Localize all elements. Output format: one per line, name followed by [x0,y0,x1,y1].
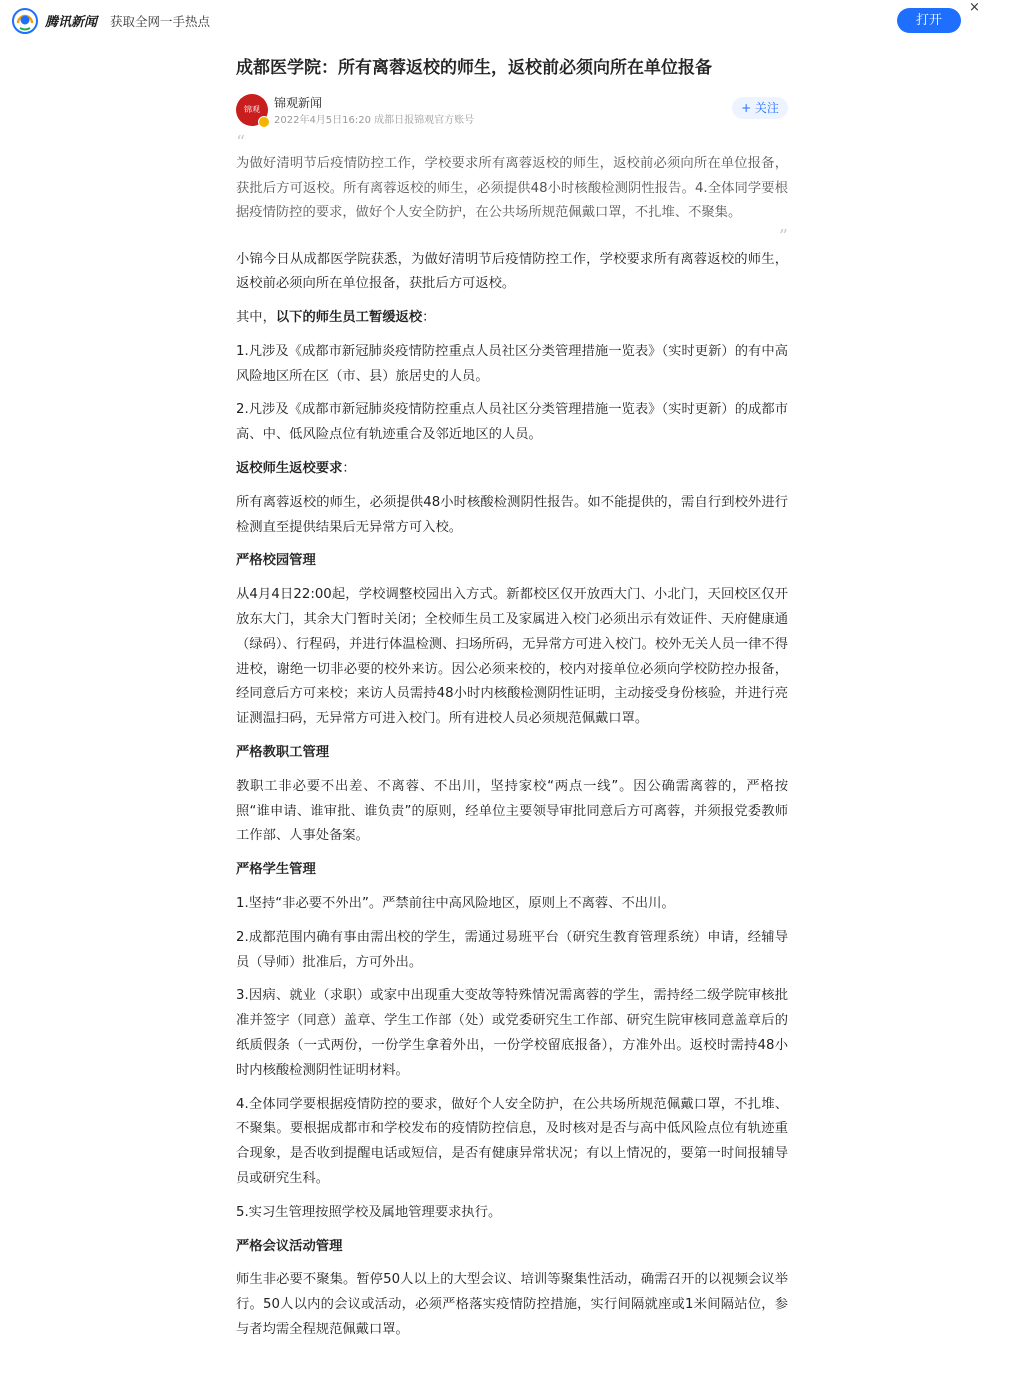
staff-heading: 严格教职工管理 [236,745,330,761]
meetings-heading: 严格会议活动管理 [236,1238,343,1254]
author-name[interactable]: 锦观新闻 [274,96,323,110]
suspend-suffix: ： [422,310,436,326]
student-item: 2.成都范围内确有事由需出校的学生，需通过易班平台（研究生教育管理系统）申请，经辅导员（导师）批准后，方可外出。 [236,929,788,970]
tencent-news-logo-icon [12,8,38,34]
campus-text: 从4月4日22:00起，学校调整校园出入方式。新都校区仅开放西大门、小北门，天回校区仅开放东大门，其余大门暂时关闭；全校师生员工及家属进入校门必须出示有效证件、天府健康通（绿码）、行程码，并进行体温检测、扫场所码，无异常方可进入校门。校外无关人员一律不得进校，谢绝一切非必要的校外来访。因公必须来校的，校内对接单位必须向学校防控办报备，经同意后方可来校；来访人员需持48小时内核酸检测阴性证明，主动接受身份核验，并进行亮证测温扫码，无异常方可进入校门。所有进校人员必须规范佩戴口罩。 [236,587,788,727]
suspend-bold: 以下的师生员工暂缓返校 [275,310,423,326]
follow-button[interactable]: + 关注 [732,97,788,119]
author-bar [236,94,788,130]
return-heading-bold: 返校师生返校要求 [236,461,343,477]
article-title: 成都医学院：所有离蓉返校的师生，返校前必须向所在单位报备 [236,58,712,78]
verified-badge-icon [258,116,270,128]
brand-name: 腾讯新闻 [45,15,98,30]
article [236,56,788,1352]
top-banner [0,0,1024,42]
student-item: 5.实习生管理按照学校及属地管理要求执行。 [236,1204,502,1220]
intro-paragraph: 小锦今日从成都医学院获悉，为做好清明节后疫情防控工作，学校要求所有离蓉返校的师生，返校前必须向所在单位报备，获批后方可返校。 [236,251,788,292]
student-item: 1.坚持“非必要不外出”。严禁前往中高风险地区，原则上不离蓉、不出川。 [236,896,675,912]
student-item: 3.因病、就业（求职）或家中出现重大变故等特殊情况需离蓉的学生，需持经二级学院审核批准并签字（同意）盖章、学生工作部（处）或党委研究生工作部、研究生院审核同意盖章后的纸质假条（一式两份，一份学生拿着外出，一份学校留底报备），方准外出。返校时需持48小时内核酸检测阴性证明材料。 [236,988,788,1078]
campus-heading: 严格校园管理 [236,553,316,569]
meetings-text: 师生非必要不聚集。暂停50人以上的大型会议、培训等聚集性活动，确需召开的以视频会议举行。50人以内的会议或活动，必须严格落实疫情防控措施，实行间隔就座或1米间隔站位，参与者均需全程规范佩戴口罩。 [236,1272,788,1337]
return-requirements-text: 所有离蓉返校的师生，必须提供48小时核酸检测阴性报告。如不能提供的，需自行到校外进行检测直至提供结果后无异常方可入校。 [236,494,788,535]
suspend-prefix: 其中， [236,310,276,326]
summary-quote [236,132,788,247]
summary-text: 为做好清明节后疫情防控工作，学校要求所有离蓉返校的师生，返校前必须向所在单位报备，获批后方可返校。所有离蓉返校的师生，必须提供48小时核酸检测阴性报告。4.全体同学要根据疫情防控的要求，做好个人安全防护，在公共场所规范佩戴口罩，不扎堆、不聚集。 [236,156,788,220]
suspend-item: 2.凡涉及《成都市新冠肺炎疫情防控重点人员社区分类管理措施一览表》（实时更新）的成都市高、中、低风险点位有轨迹重合及邻近地区的人员。 [236,402,788,443]
close-icon[interactable]: × [969,0,980,15]
slogan: 获取全网一手热点 [110,14,211,29]
suspend-heading [236,306,788,331]
students-heading: 严格学生管理 [236,862,316,878]
staff-text: 教职工非必要不出差、不离蓉、不出川，坚持家校“两点一线”。因公确需离蓉的，严格按照“谁申请、谁审批、谁负责”的原则，经单位主要领导审批同意后方可离蓉，并须报党委教师工作部、人事处备案。 [236,778,788,844]
close-quote-icon: ” [778,225,788,247]
publish-meta: 2022年4月5日16:20 成都日报锦观官方账号 [274,115,475,126]
open-quote-icon: “ [236,132,246,153]
return-requirements-heading [236,457,788,482]
return-heading-suffix: ： [342,461,356,477]
student-item: 4.全体同学要根据疫情防控的要求，做好个人安全防护，在公共场所规范佩戴口罩，不扎堆、不聚集。要根据成都市和学校发布的疫情防控信息，及时核对是否与高中低风险点位有轨迹重合现象，是否收到提醒电话或短信，是否有健康异常状况；有以上情况的，要第一时间报辅导员或研究生科。 [236,1096,788,1186]
avatar-text: 锦观 [244,105,260,114]
suspend-item: 1.凡涉及《成都市新冠肺炎疫情防控重点人员社区分类管理措施一览表》（实时更新）的有中高风险地区所在区（市、县）旅居史的人员。 [236,343,788,384]
open-app-button[interactable]: 打开 [897,8,961,33]
